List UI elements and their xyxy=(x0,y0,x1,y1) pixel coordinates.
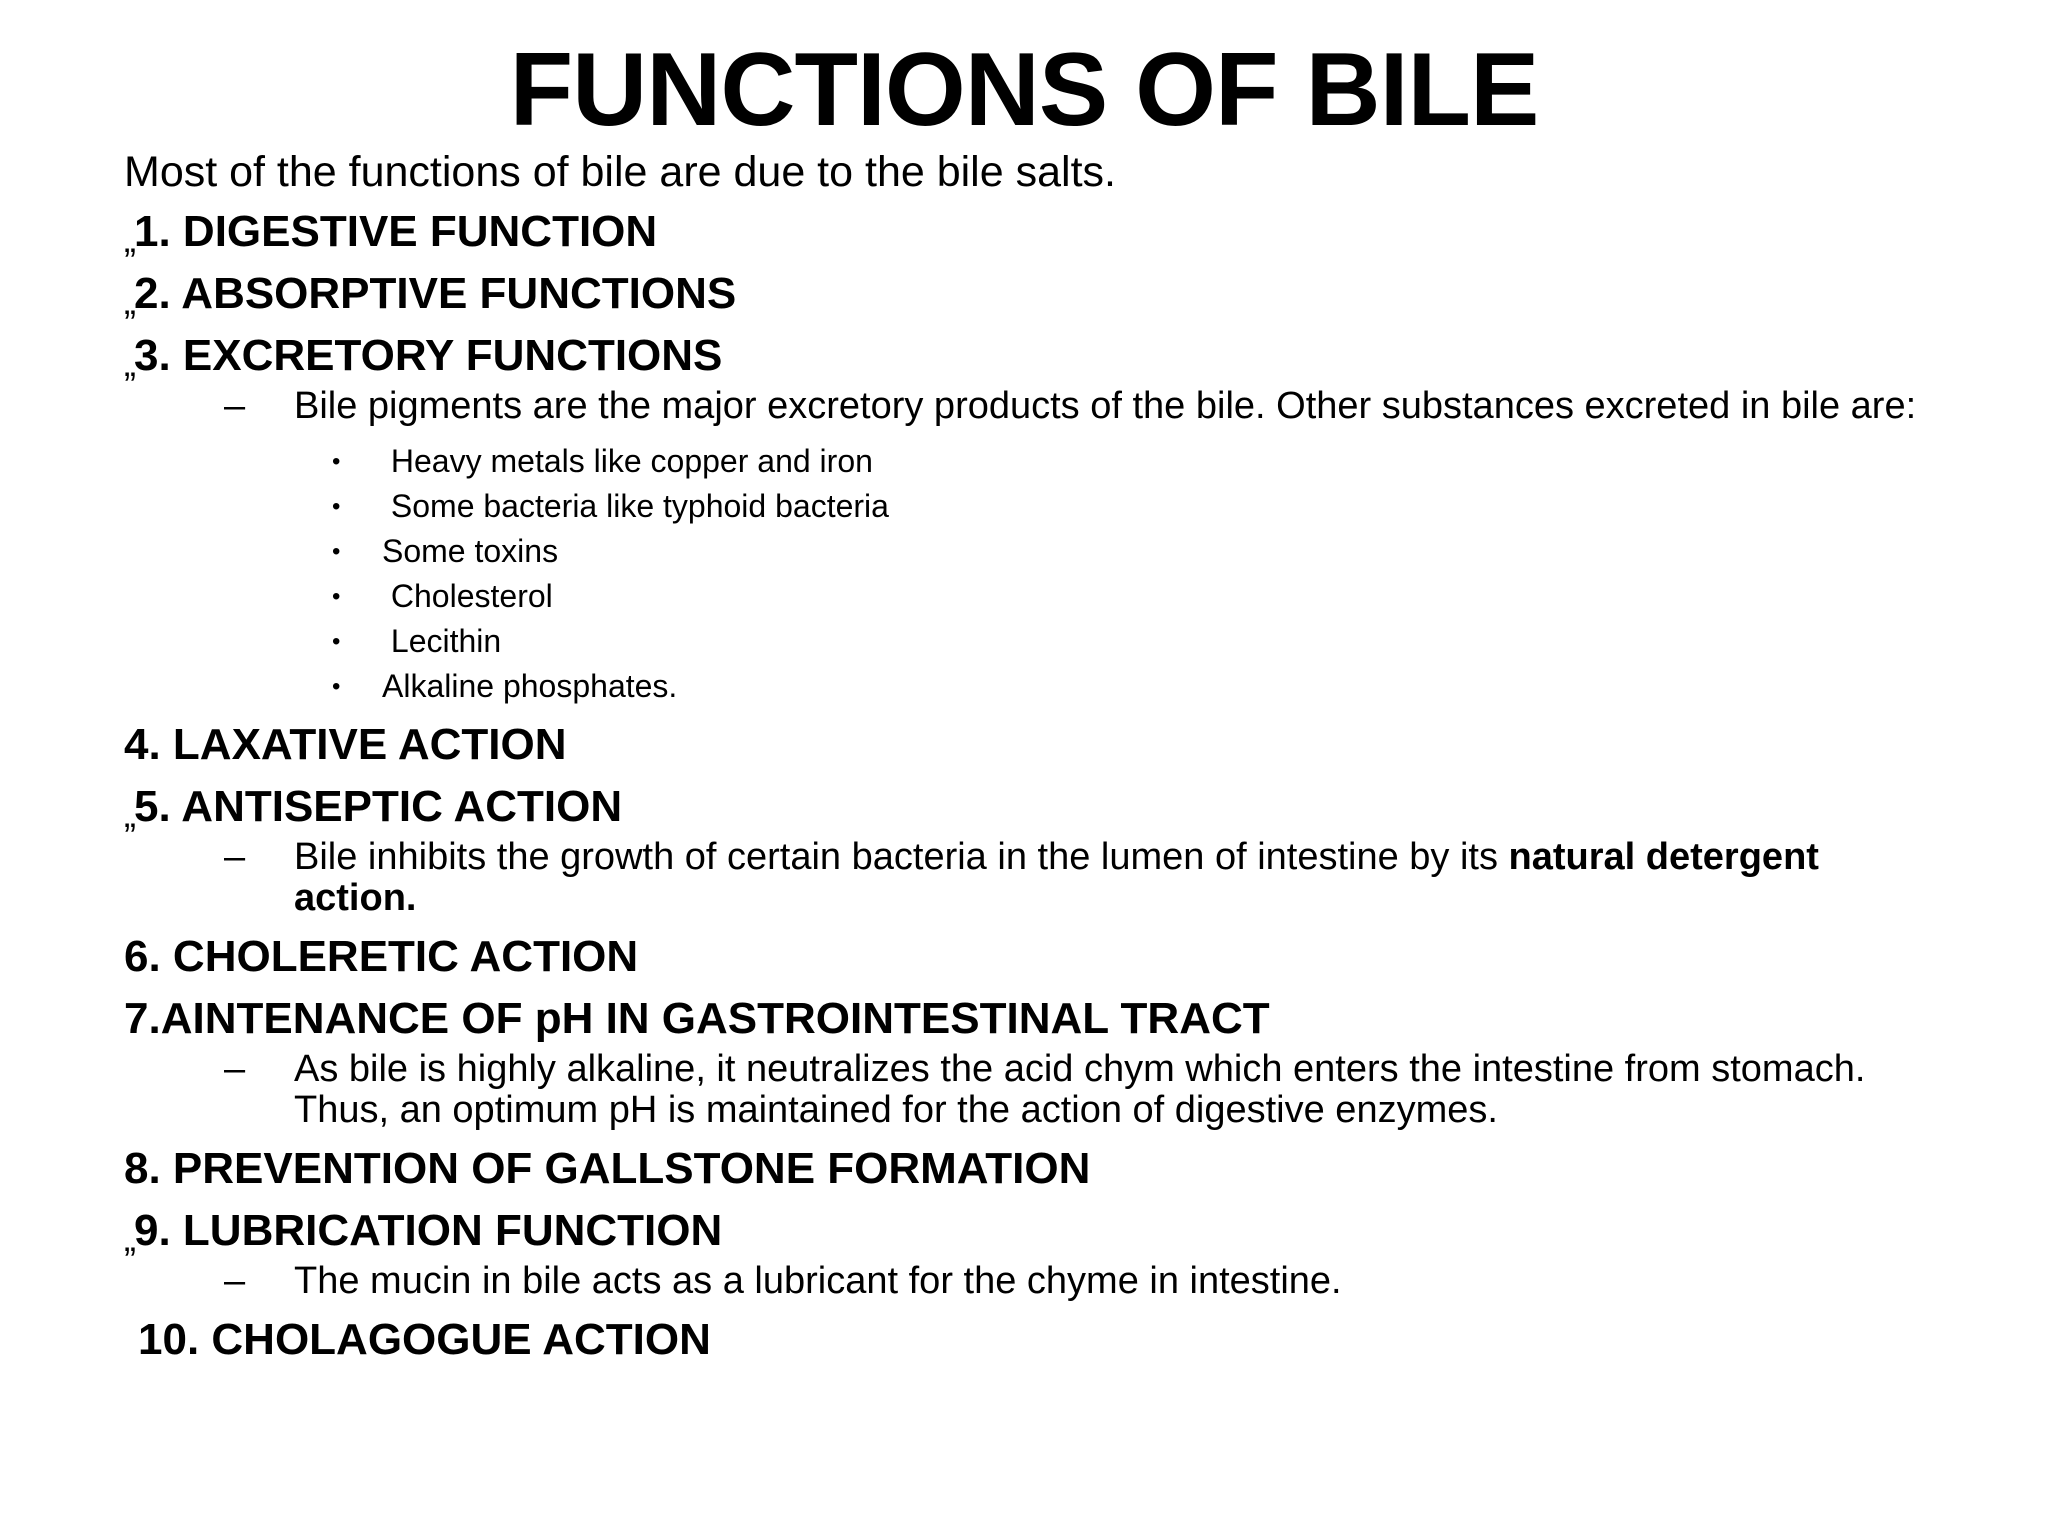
section-label: 1. DIGESTIVE FUNCTION xyxy=(134,207,658,256)
section-heading-digestive xyxy=(124,206,1944,268)
section-label: 2. ABSORPTIVE FUNCTIONS xyxy=(134,269,737,318)
list-item xyxy=(332,574,1944,619)
list-item xyxy=(332,529,1944,574)
list-item-text: Alkaline phosphates. xyxy=(382,668,678,704)
list-item xyxy=(332,484,1944,529)
section-heading-antiseptic xyxy=(124,781,1944,843)
dash-marker: – xyxy=(224,1048,246,1090)
section-label: 7.AINTENANCE OF pH IN GASTROINTESTINAL TRACT xyxy=(124,994,1270,1043)
section-label: 3. EXCRETORY FUNCTIONS xyxy=(134,331,723,380)
list-marker: „ xyxy=(124,1218,136,1259)
detail-text: Bile pigments are the major excretory products of the bile. Other substances excreted in bile are: xyxy=(294,385,1917,427)
list-marker: „ xyxy=(124,281,136,322)
list-item xyxy=(332,664,1944,709)
section-heading-gallstone xyxy=(124,1143,1944,1205)
section-heading-cholagogue xyxy=(124,1314,1944,1376)
list-marker: „ xyxy=(124,794,136,835)
list-item-text: Cholesterol xyxy=(382,578,553,614)
list-marker: „ xyxy=(124,219,136,260)
slide-body xyxy=(124,146,1944,1376)
section-label: 6. CHOLERETIC ACTION xyxy=(124,932,639,981)
section-label: 5. ANTISEPTIC ACTION xyxy=(134,782,623,831)
excreted-substances-list xyxy=(124,439,1944,709)
detail-text: As bile is highly alkaline, it neutralizes the acid chym which enters the intestine from stomach. Thus, an optimum pH is maintained for the action of digestive enzymes. xyxy=(294,1048,1866,1131)
section-label: 9. LUBRICATION FUNCTION xyxy=(134,1206,723,1255)
ph-detail xyxy=(124,1049,1944,1131)
dash-marker: – xyxy=(224,385,246,427)
section-heading-choleretic xyxy=(124,931,1944,993)
bullet-icon: • xyxy=(332,538,341,565)
excretory-detail xyxy=(124,386,1944,427)
detail-text: Bile inhibits the growth of certain bacteria in the lumen of intestine by its xyxy=(294,836,1509,878)
section-label: 8. PREVENTION OF GALLSTONE FORMATION xyxy=(124,1144,1091,1193)
list-item xyxy=(332,619,1944,664)
list-item-text: Lecithin xyxy=(382,623,502,659)
lubrication-detail xyxy=(124,1261,1944,1302)
bullet-icon: • xyxy=(332,673,341,700)
bullet-icon: • xyxy=(332,628,341,655)
section-heading-lubrication xyxy=(124,1205,1944,1267)
bullet-icon: • xyxy=(332,448,341,475)
list-marker: „ xyxy=(124,343,136,384)
section-label: 4. LAXATIVE ACTION xyxy=(124,720,567,769)
list-item-text: Some toxins xyxy=(382,533,559,569)
list-item-text: Heavy metals like copper and iron xyxy=(382,443,873,479)
bullet-icon: • xyxy=(332,583,341,610)
dash-marker: – xyxy=(224,836,246,878)
detail-text: The mucin in bile acts as a lubricant for the chyme in intestine. xyxy=(294,1260,1342,1302)
dash-marker: – xyxy=(224,1260,246,1302)
list-item-text: Some bacteria like typhoid bacteria xyxy=(382,488,889,524)
section-heading-absorptive xyxy=(124,268,1944,330)
intro-text: Most of the functions of bile are due to the bile salts. xyxy=(124,148,1116,196)
section-heading-excretory xyxy=(124,330,1944,392)
detail-emphasis: natural detergent action. xyxy=(294,836,1819,919)
section-heading-laxative xyxy=(124,719,1944,781)
page-title: FUNCTIONS OF BILE xyxy=(509,32,1539,148)
antiseptic-detail xyxy=(124,837,1944,919)
list-item xyxy=(332,439,1944,484)
section-label: 10. CHOLAGOGUE ACTION xyxy=(138,1315,711,1364)
section-heading-ph xyxy=(124,993,1944,1055)
bullet-icon: • xyxy=(332,493,341,520)
